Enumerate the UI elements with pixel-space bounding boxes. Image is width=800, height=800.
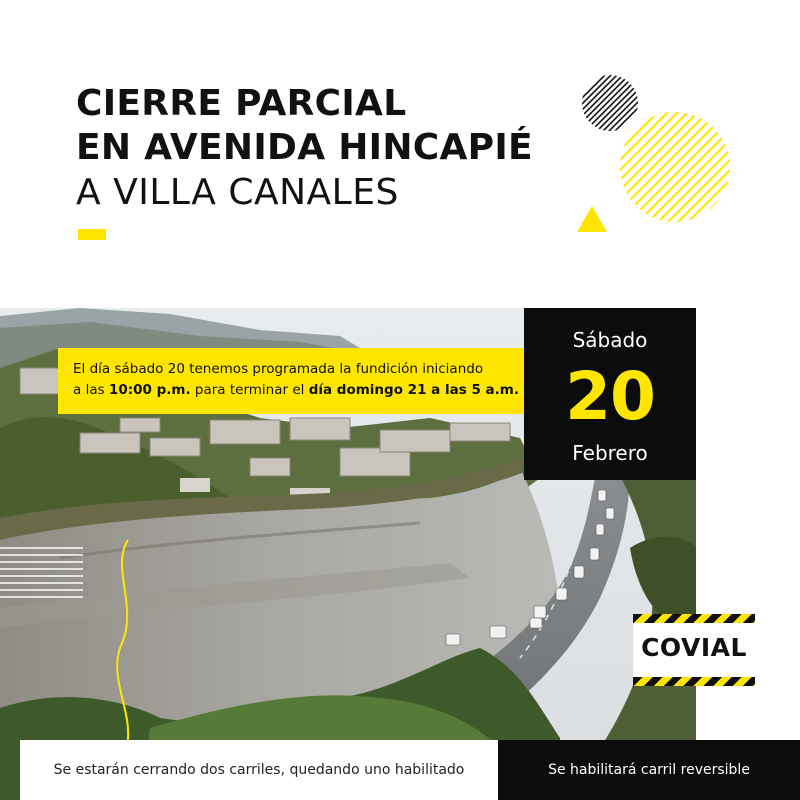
page-title — [76, 82, 533, 216]
accent-bar — [78, 229, 106, 240]
footer-lane-closure: Se estarán cerrando dos carriles, quedando uno habilitado — [20, 740, 498, 800]
hazard-stripe-top — [633, 614, 755, 623]
banner-text-b: para terminar el — [190, 382, 309, 398]
title-line-1: CIERRE PARCIAL — [76, 83, 407, 124]
info-banner — [58, 348, 528, 414]
date-month: Febrero — [572, 441, 648, 465]
banner-line-2 — [73, 380, 518, 401]
hazard-stripe-bottom — [633, 677, 755, 686]
date-day-number: 20 — [565, 358, 655, 435]
date-weekday: Sábado — [572, 328, 648, 352]
hatched-circle-icon — [560, 60, 686, 150]
title-line-3: A VILLA CANALES — [76, 172, 399, 213]
banner-text-a: a las — [73, 382, 109, 398]
triangle-icon — [577, 206, 607, 232]
date-box — [524, 308, 696, 480]
covial-logo — [633, 614, 755, 686]
banner-line-1: El día sábado 20 tenemos programada la fundición iniciando — [73, 361, 484, 377]
banner-start-time: 10:00 p.m. — [108, 382, 191, 398]
covial-logo-text: COVIAL — [641, 633, 747, 662]
banner-end-time: día domingo 21 a las 5 a.m. — [308, 382, 519, 398]
hatched-circle-icon — [600, 110, 760, 240]
decorative-shapes — [560, 60, 760, 250]
title-line-2: EN AVENIDA HINCAPIÉ — [76, 127, 533, 168]
footer-reversible-lane: Se habilitará carril reversible — [498, 740, 800, 800]
